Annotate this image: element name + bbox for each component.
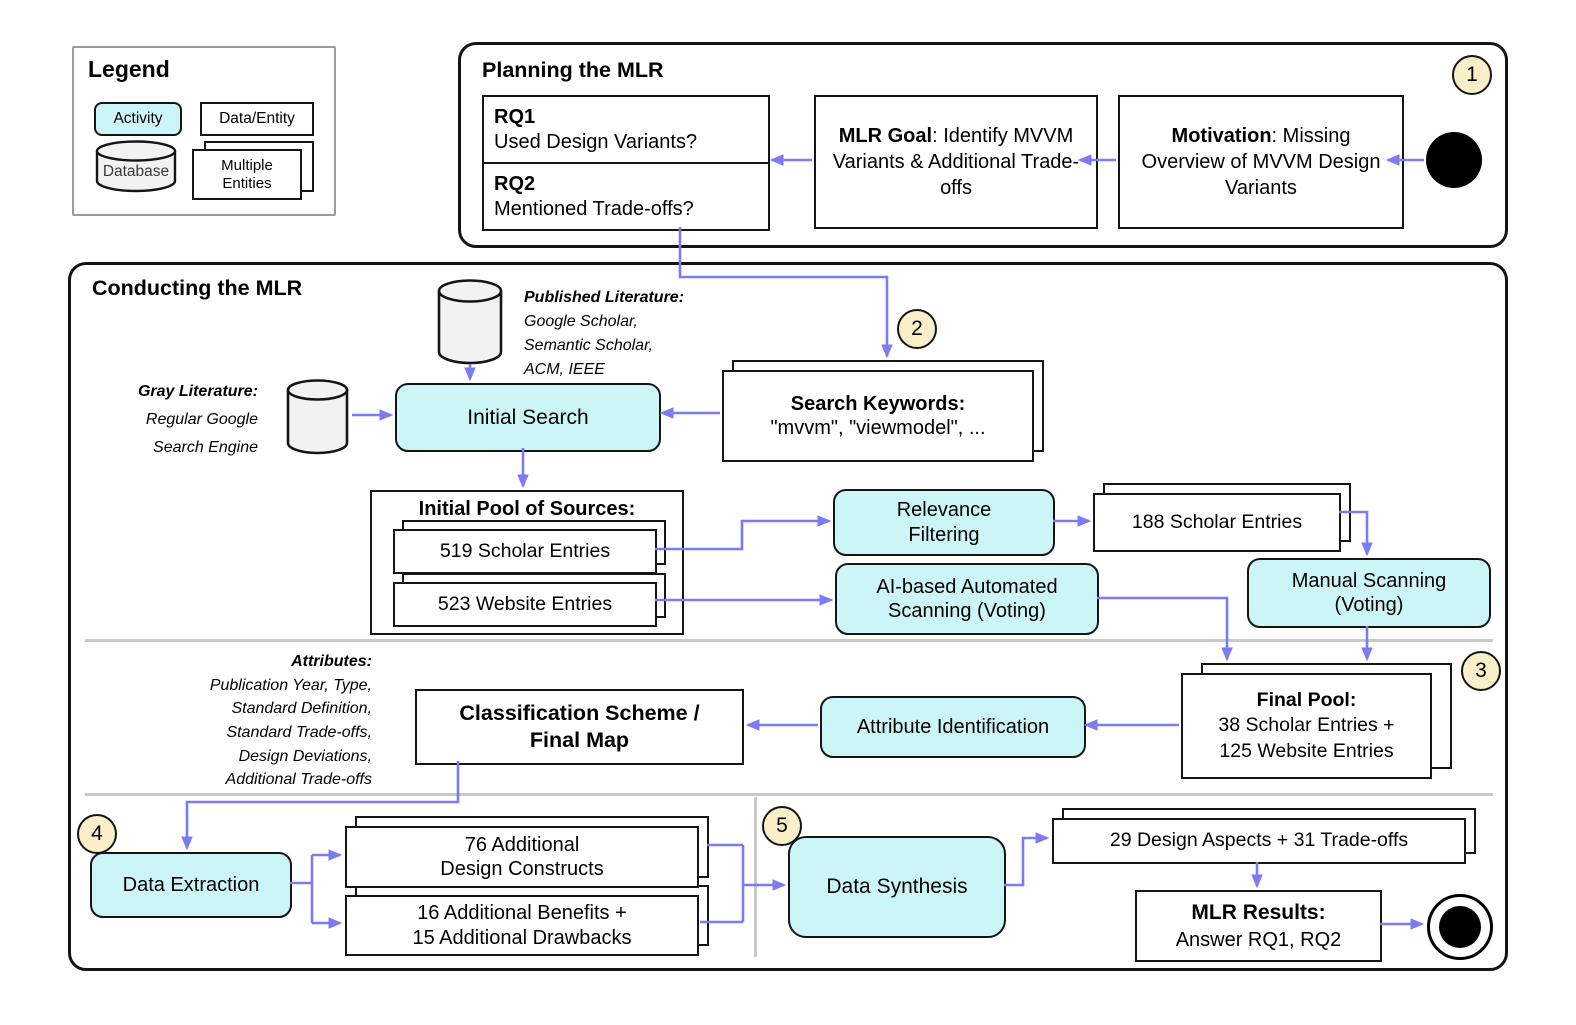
data-synthesis-activity: Data Synthesis bbox=[788, 836, 1006, 938]
design-constructs-entity: 76 Additional Design Constructs bbox=[345, 826, 699, 888]
manual-scanning-activity: Manual Scanning (Voting) bbox=[1247, 558, 1491, 628]
rq2-cell: RQ2 Mentioned Trade-offs? bbox=[494, 173, 694, 220]
vertical-divider bbox=[754, 797, 757, 957]
gray-literature-label: Gray Literature: Regular Google Search Engine bbox=[137, 383, 258, 456]
initial-search-activity: Initial Search bbox=[395, 383, 661, 452]
start-node-icon bbox=[1426, 132, 1482, 188]
website-523-entity: 523 Website Entries bbox=[393, 582, 657, 627]
mlr-goal-box: MLR Goal: Identify MVVM Variants & Additional Trade-offs bbox=[814, 95, 1098, 229]
ai-scanning-activity: AI-based Automated Scanning (Voting) bbox=[835, 563, 1099, 635]
conducting-title: Conducting the MLR bbox=[92, 276, 303, 300]
gray-literature-database-icon bbox=[285, 378, 350, 461]
final-pool-entity: Final Pool: 38 Scholar Entries + 125 Website Entries bbox=[1181, 673, 1432, 779]
planning-title: Planning the MLR bbox=[482, 58, 664, 82]
separator-line-2 bbox=[85, 793, 1493, 796]
legend-activity-sample: Activity bbox=[94, 102, 182, 136]
scholar-188-entity: 188 Scholar Entries bbox=[1093, 493, 1341, 552]
motivation-box: Motivation: Missing Overview of MVVM Design Variants bbox=[1118, 95, 1404, 229]
legend-title: Legend bbox=[88, 56, 170, 82]
initial-pool-box: Initial Pool of Sources: bbox=[370, 490, 684, 635]
separator-line-1 bbox=[85, 639, 1493, 642]
rq1-cell: RQ1 Used Design Variants? bbox=[484, 97, 768, 164]
published-literature-database-icon bbox=[436, 278, 504, 371]
benefits-drawbacks-entity: 16 Additional Benefits + 15 Additional Drawbacks bbox=[345, 895, 699, 956]
legend-multiple-entities-sample: Multiple Entities bbox=[192, 149, 302, 200]
published-literature-label: Published Literature: Google Scholar, Semantic Scholar, ACM, IEEE bbox=[524, 289, 685, 378]
mlr-results-box: MLR Results: Answer RQ1, RQ2 bbox=[1135, 890, 1382, 962]
legend-data-entity-sample: Data/Entity bbox=[200, 102, 314, 136]
legend-database-label: Database bbox=[102, 163, 170, 180]
scholar-519-entity: 519 Scholar Entries bbox=[393, 529, 657, 574]
end-node-icon bbox=[1427, 894, 1493, 960]
design-aspects-entity: 29 Design Aspects + 31 Trade-offs bbox=[1052, 818, 1466, 864]
attributes-label: Attributes: Publication Year, Type, Standard Definition, Standard Trade-offs, Design Deviations, Additional Trade-offs bbox=[209, 653, 372, 789]
attribute-identification-activity: Attribute Identification bbox=[820, 696, 1086, 758]
step-3-badge: 3 bbox=[1461, 651, 1501, 691]
data-extraction-activity: Data Extraction bbox=[90, 852, 292, 918]
step-4-badge: 4 bbox=[77, 814, 117, 854]
step-5-badge: 5 bbox=[762, 806, 802, 846]
step-2-badge: 2 bbox=[897, 309, 937, 349]
relevance-filtering-activity: Relevance Filtering bbox=[833, 489, 1055, 556]
classification-scheme-box: Classification Scheme / Final Map bbox=[415, 689, 744, 765]
search-keywords-entity: Search Keywords: "mvvm", "viewmodel", ... bbox=[722, 370, 1034, 462]
step-1-badge: 1 bbox=[1452, 55, 1492, 95]
research-questions-box bbox=[482, 95, 770, 231]
